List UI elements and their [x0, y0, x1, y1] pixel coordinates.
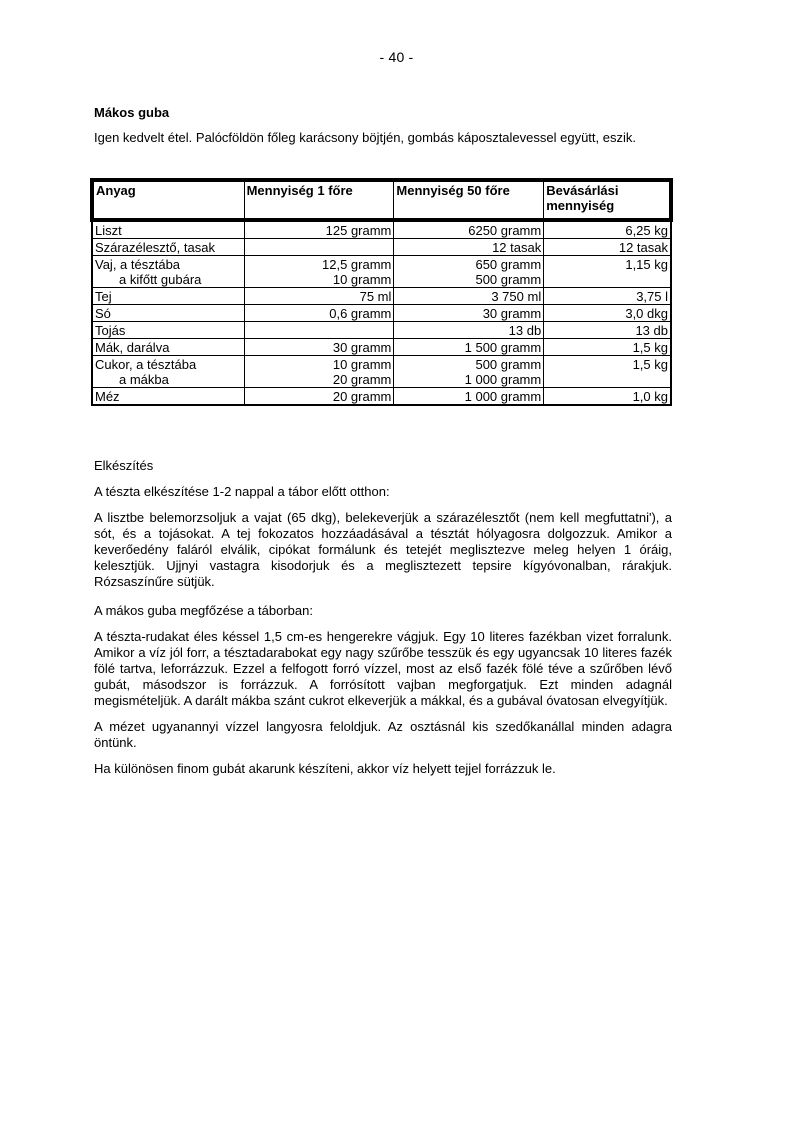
qty-per-person-line: 12,5 gramm	[322, 257, 392, 272]
table-row	[92, 356, 671, 388]
dough-instructions: A lisztbe belemorzsoljuk a vajat (65 dkg), belekeverjük a szárazélesztőt (nem kell megfuttatni'), a sót, és a tojásokat. A tej fokozatos hozzáadásával a tésztát hólyagosra dolgozzuk. Amikor a keverőedény faláról elválik, cipókat formálunk és tetejét meglisztezve meleg helyen 1 óráig, kelesztjük. Ujjnyi vastagra kisodorjuk és a meglisztezett tepsire kígyóvonalban, rárakjuk. Rózsaszínűre sütjük.	[94, 510, 672, 589]
qty-per-person-line: 0,6 gramm	[329, 306, 392, 321]
camp-instructions: A tészta-rudakat éles késsel 1,5 cm-es hengerekre vágjuk. Egy 10 literes fazékban vizet forralunk. Amikor a víz jól forr, a tésztadarabokat egy nagy szűrőbe tesszük és egy ugyancsak 10 literes fazék fölé tartva, leforrázzuk. Ezzel a felfogott forró vízzel, most az első fazék fölé téve a szűrőben lévő gubát, másodszor is forrázzuk. A forrósított vajban megforgatjuk. Ezt minden adagnál megismételjük. A darált mákba szánt cukrot elkeverjük a mákkal, és a gubával óvatosan elvegyítjük.	[94, 629, 672, 708]
qty-per-50-line: 12 tasak	[492, 240, 542, 255]
qty-per-50-line: 13 db	[508, 323, 542, 338]
ingredient-name	[92, 388, 244, 406]
qty-per-50	[394, 356, 544, 388]
qty-per-person-line: 20 gramm	[332, 389, 392, 404]
ingredient-name	[92, 256, 244, 288]
camp-subheading: A mákos guba megfőzése a táborban:	[94, 603, 313, 618]
ingredient-name-line: Vaj, a tésztába	[95, 257, 181, 272]
ingredients-table	[90, 178, 673, 406]
header-ingredient: Anyag	[92, 180, 244, 220]
qty-per-50	[394, 322, 544, 339]
qty-per-50	[394, 239, 544, 256]
qty-per-person	[244, 256, 394, 288]
qty-per-person	[244, 339, 394, 356]
qty-per-person-line: 20 gramm	[332, 372, 392, 387]
qty-per-50	[394, 388, 544, 406]
ingredient-name-line: Mák, darálva	[95, 340, 170, 355]
table-row	[92, 388, 671, 406]
honey-instructions: A mézet ugyanannyi vízzel langyosra feloldjuk. Az osztásnál kis szedőkanállal minden adagra öntünk.	[94, 719, 672, 750]
qty-per-50-line: 6250 gramm	[468, 223, 542, 238]
preparation-heading: Elkészítés	[94, 458, 154, 473]
shopping-qty: 1,5 kg	[544, 339, 671, 356]
shopping-qty: 3,0 dkg	[544, 305, 671, 322]
ingredient-name	[92, 356, 244, 388]
table-header-row	[92, 180, 671, 220]
shopping-qty: 3,75 l	[544, 288, 671, 305]
ingredient-name	[92, 339, 244, 356]
ingredient-name	[92, 305, 244, 322]
qty-per-person-line	[247, 323, 392, 338]
qty-per-50-line: 1 000 gramm	[464, 389, 542, 404]
qty-per-50-line: 3 750 ml	[491, 289, 542, 304]
table-row	[92, 288, 671, 305]
ingredient-name-line: Só	[95, 306, 111, 321]
qty-per-person	[244, 388, 394, 406]
qty-per-50-line: 500 gramm	[475, 357, 542, 372]
ingredient-name	[92, 288, 244, 305]
recipe-intro: Igen kedvelt étel. Palócföldön főleg karácsony böjtjén, gombás káposztalevessel együtt, eszik.	[94, 130, 636, 145]
qty-per-person	[244, 305, 394, 322]
dough-subheading: A tészta elkészítése 1-2 nappal a tábor előtt otthon:	[94, 484, 390, 499]
table-row	[92, 256, 671, 288]
ingredient-name-line: Cukor, a tésztába	[95, 357, 197, 372]
qty-per-person-line: 10 gramm	[332, 357, 392, 372]
table-row	[92, 220, 671, 239]
ingredient-name-line: Tojás	[95, 323, 126, 338]
ingredient-name	[92, 322, 244, 339]
qty-per-person-line: 10 gramm	[332, 272, 392, 287]
qty-per-50	[394, 220, 544, 239]
ingredient-name-line: a kifőtt gubára	[119, 272, 202, 287]
qty-per-person	[244, 356, 394, 388]
qty-per-50-line: 650 gramm	[475, 257, 542, 272]
qty-per-person	[244, 322, 394, 339]
table-row	[92, 305, 671, 322]
page-number: - 40 -	[379, 49, 414, 65]
recipe-title: Mákos guba	[94, 105, 170, 120]
qty-per-50	[394, 305, 544, 322]
qty-per-50-line: 500 gramm	[475, 272, 542, 287]
qty-per-person	[244, 288, 394, 305]
header-per-50: Mennyiség 50 főre	[394, 180, 544, 220]
ingredient-name-line: a mákba	[119, 372, 169, 387]
qty-per-50	[394, 256, 544, 288]
table-row	[92, 339, 671, 356]
qty-per-50-line: 1 000 gramm	[464, 372, 542, 387]
recipe-header	[94, 105, 672, 160]
shopping-qty: 1,5 kg	[544, 356, 671, 388]
qty-per-50-line: 30 gramm	[482, 306, 542, 321]
ingredient-name-line: Méz	[95, 389, 120, 404]
qty-per-person-line: 30 gramm	[332, 340, 392, 355]
qty-per-50-line: 1 500 gramm	[464, 340, 542, 355]
header-shopping: Bevásárlási mennyiség	[544, 180, 671, 220]
ingredient-name-line: Szárazélesztő, tasak	[95, 240, 215, 255]
header-per-person: Mennyiség 1 főre	[244, 180, 394, 220]
qty-per-50	[394, 288, 544, 305]
shopping-qty: 12 tasak	[544, 239, 671, 256]
qty-per-person-line	[247, 240, 392, 255]
qty-per-person	[244, 239, 394, 256]
qty-per-person-line: 125 gramm	[325, 223, 392, 238]
qty-per-person-line: 75 ml	[359, 289, 392, 304]
ingredient-name	[92, 239, 244, 256]
preparation-section	[94, 458, 672, 786]
qty-per-person	[244, 220, 394, 239]
shopping-qty: 13 db	[544, 322, 671, 339]
table-row	[92, 322, 671, 339]
table-row	[92, 239, 671, 256]
milk-tip: Ha különösen finom gubát akarunk készíteni, akkor víz helyett tejjel forrázzuk le.	[94, 761, 556, 776]
ingredient-name	[92, 220, 244, 239]
shopping-qty: 6,25 kg	[544, 220, 671, 239]
shopping-qty: 1,0 kg	[544, 388, 671, 406]
qty-per-50	[394, 339, 544, 356]
shopping-qty: 1,15 kg	[544, 256, 671, 288]
ingredient-name-line: Tej	[95, 289, 112, 304]
ingredient-name-line: Liszt	[95, 223, 122, 238]
